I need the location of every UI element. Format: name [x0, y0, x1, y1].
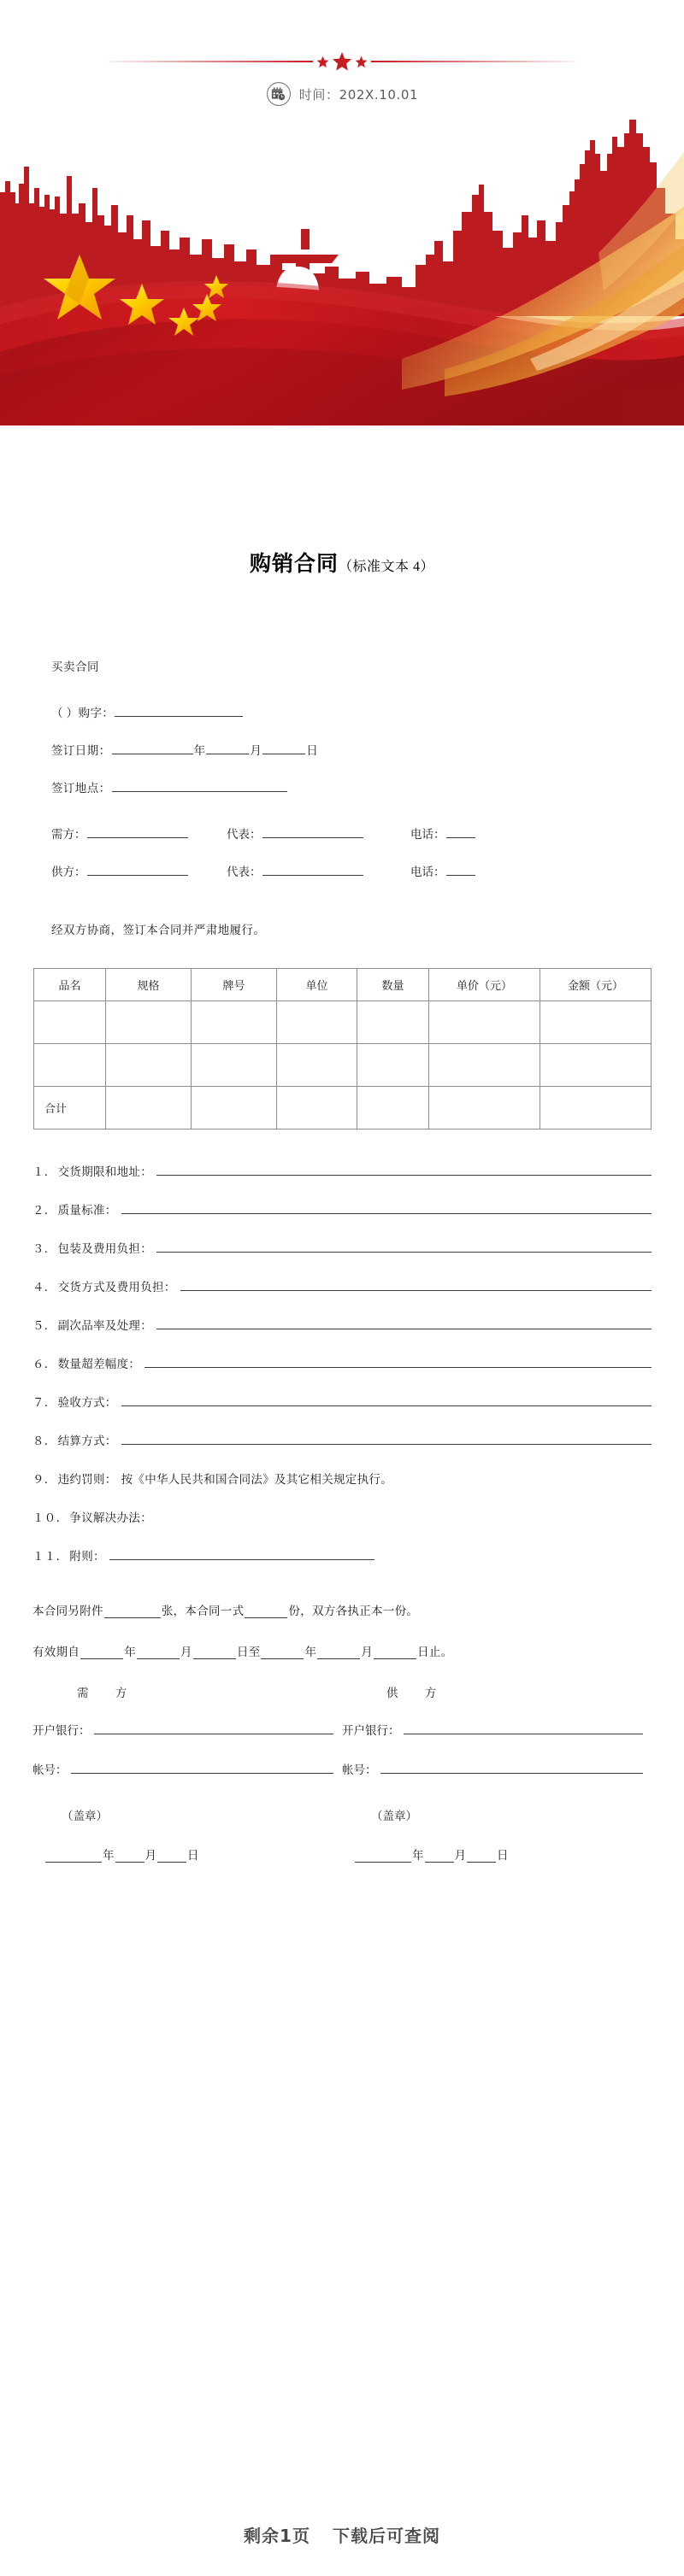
supplier-phone-input[interactable] [446, 863, 475, 876]
signature-parties-header [32, 1683, 652, 1700]
cell[interactable] [357, 1001, 429, 1044]
party-row-supplier [51, 862, 652, 879]
supplier-month-unit: 月 [454, 1849, 466, 1862]
demander-seal-label: （盖章） [62, 1810, 108, 1822]
clause-9-text: 按《中华人民共和国合同法》及其它相关规定执行。 [121, 1473, 393, 1486]
attachment-count-input[interactable] [104, 1605, 161, 1618]
sign-month-input[interactable] [206, 742, 249, 754]
divider-line-right [371, 61, 576, 62]
red-ribbon-city-skyline-banner [0, 103, 684, 436]
cell[interactable] [429, 1087, 540, 1130]
cell[interactable] [429, 1044, 540, 1087]
section-subtitle: 买卖合同 [51, 660, 99, 673]
clause-8-input[interactable] [121, 1433, 652, 1445]
table-row [34, 1001, 652, 1044]
supplier-day-unit: 日 [497, 1849, 509, 1862]
copies-text-1: 本合同另附件 [32, 1605, 103, 1617]
demander-day-unit: 日 [187, 1849, 199, 1862]
year-unit: 年 [193, 744, 206, 757]
clause-9 [32, 1470, 652, 1487]
clause-1-input[interactable] [156, 1164, 652, 1176]
clause-1-number: １． [32, 1165, 56, 1178]
clause-2-input[interactable] [121, 1202, 652, 1214]
supplier-year-unit: 年 [412, 1849, 424, 1862]
title-sub: （标准文本 4） [339, 560, 435, 574]
demander-rep-label: 代表： [227, 828, 262, 841]
supplier-rep-label: 代表： [227, 866, 262, 878]
clause-7 [32, 1393, 652, 1410]
demander-name-input[interactable] [87, 825, 188, 838]
contract-number-label: （ ）购字： [51, 707, 115, 719]
clause-8 [32, 1431, 652, 1448]
table-row [34, 1044, 652, 1087]
col-amount: 金额（元） [540, 969, 652, 1001]
page-footer [0, 2522, 684, 2547]
supplier-account-label: 帐号： [342, 1763, 377, 1776]
clause-9-label: 违约罚则： [57, 1473, 117, 1486]
cell[interactable] [106, 1087, 192, 1130]
cell[interactable] [277, 1044, 357, 1087]
divider-line-left [108, 61, 313, 62]
supplier-account-group [342, 1760, 652, 1777]
valid-from-year-input[interactable] [80, 1646, 123, 1659]
download-hint-text[interactable]: 下载后可查阅 [332, 2526, 440, 2546]
supplier-heading: 供 方 [386, 1687, 449, 1699]
sign-date-label: 签订日期： [51, 744, 111, 757]
clause-2-number: ２． [32, 1204, 56, 1217]
validity-text-1: 有效期自 [32, 1646, 80, 1658]
total-label: 合计 [34, 1087, 106, 1130]
col-spec: 规格 [106, 969, 192, 1001]
clause-list [32, 1162, 652, 1564]
cell[interactable] [277, 1087, 357, 1130]
clause-2 [32, 1200, 652, 1218]
valid-from-month-input[interactable] [137, 1646, 180, 1659]
supplier-sign-month-input[interactable] [425, 1850, 454, 1863]
validity-month-2: 月 [361, 1646, 374, 1658]
clause-5-label: 副次品率及处理： [57, 1319, 153, 1332]
validity-day-1: 日至 [236, 1646, 261, 1658]
cell[interactable] [106, 1044, 192, 1087]
header-banner [0, 0, 684, 436]
sign-place-label: 签订地点： [51, 782, 111, 795]
star-icon [355, 56, 368, 68]
demander-bank-input[interactable] [94, 1722, 334, 1734]
sign-day-input[interactable] [262, 742, 305, 754]
sign-date-row [51, 741, 652, 758]
clause-10 [32, 1508, 652, 1525]
clause-6-number: ６． [32, 1358, 56, 1370]
demander-sign-date [32, 1845, 342, 1863]
clause-11-label: 附则： [69, 1550, 105, 1563]
clause-7-number: ７． [32, 1396, 56, 1409]
clause-7-input[interactable] [121, 1394, 652, 1406]
document-body [0, 551, 684, 1863]
clause-10-number: １０． [32, 1511, 68, 1524]
supplier-bank-label: 开户银行： [342, 1724, 400, 1737]
clause-3-input[interactable] [156, 1241, 652, 1253]
day-unit: 日 [306, 744, 319, 757]
clause-8-label: 结算方式： [57, 1435, 117, 1447]
cell[interactable] [429, 1001, 540, 1044]
sign-year-input[interactable] [112, 742, 193, 754]
demander-heading: 需 方 [77, 1687, 139, 1699]
agreement-statement: 经双方协商，签订本合同并严肃地履行。 [51, 924, 266, 936]
validity-line [32, 1642, 652, 1659]
three-stars-divider [0, 44, 684, 79]
star-icon [332, 51, 352, 72]
sign-place-row [51, 778, 652, 795]
demander-bank-label: 开户银行： [32, 1724, 91, 1737]
table-header-row [34, 969, 652, 1001]
copies-count-input[interactable] [245, 1605, 287, 1618]
clause-3-label: 包装及费用负担： [57, 1242, 153, 1255]
demander-account-input[interactable] [71, 1762, 334, 1774]
clause-4-label: 交货方式及费用负担： [57, 1281, 176, 1294]
col-brand: 牌号 [192, 969, 277, 1001]
supplier-seal-label: （盖章） [371, 1810, 417, 1822]
clause-2-label: 质量标准： [57, 1204, 117, 1217]
col-unit: 单位 [277, 969, 357, 1001]
clause-6-label: 数量超差幅度： [57, 1358, 141, 1370]
month-unit: 月 [250, 744, 262, 757]
cell[interactable] [540, 1087, 652, 1130]
supplier-sign-date [342, 1845, 652, 1863]
clause-11-input[interactable] [109, 1548, 374, 1560]
title-main: 购销合同 [249, 551, 339, 576]
clause-11 [32, 1546, 652, 1564]
signature-date-row [32, 1845, 652, 1863]
clause-3-number: ３． [32, 1242, 56, 1255]
cell[interactable] [192, 1087, 277, 1130]
demander-account-label: 帐号： [32, 1763, 68, 1776]
supplier-phone-label: 电话： [410, 866, 445, 878]
banner-graphic [0, 103, 684, 436]
table-total-row [34, 1087, 652, 1130]
demander-phone-input[interactable] [446, 825, 475, 838]
contract-number-row [51, 703, 652, 720]
demander-rep-input[interactable] [262, 825, 363, 838]
party-row-demander [51, 824, 652, 842]
supplier-bank-input[interactable] [404, 1722, 644, 1734]
clause-5 [32, 1316, 652, 1333]
cell[interactable] [34, 1044, 106, 1087]
clause-8-number: ８． [32, 1435, 56, 1447]
validity-end: 日止。 [417, 1646, 453, 1658]
cell[interactable] [540, 1044, 652, 1087]
clause-11-number: １１． [32, 1550, 68, 1563]
demander-month-unit: 月 [144, 1849, 156, 1862]
clause-4-input[interactable] [180, 1279, 652, 1291]
cell[interactable] [540, 1001, 652, 1044]
valid-from-day-input[interactable] [193, 1646, 236, 1659]
col-unit-price: 单价（元） [429, 969, 540, 1001]
cell[interactable] [357, 1087, 429, 1130]
col-quantity: 数量 [357, 969, 429, 1001]
validity-year-2: 年 [304, 1646, 317, 1658]
seal-row [32, 1806, 652, 1823]
validity-month-1: 月 [180, 1646, 192, 1658]
clause-6 [32, 1354, 652, 1371]
demander-sign-month-input[interactable] [115, 1850, 144, 1863]
demander-phone-label: 电话： [410, 828, 445, 841]
star-group [313, 51, 371, 72]
clause-4-number: ４． [32, 1281, 56, 1294]
clause-7-label: 验收方式： [57, 1396, 117, 1409]
page-title [32, 551, 652, 577]
supplier-sign-day-input[interactable] [467, 1850, 496, 1863]
clause-4 [32, 1277, 652, 1294]
cell[interactable] [192, 1044, 277, 1087]
cell[interactable] [106, 1001, 192, 1044]
copies-text-3: 份，双方各执正本一份。 [288, 1605, 419, 1617]
cell[interactable] [192, 1001, 277, 1044]
demander-sign-day-input[interactable] [157, 1850, 186, 1863]
validity-year-1: 年 [124, 1646, 137, 1658]
date-text: 时间：202X.10.01 [298, 86, 419, 103]
contract-number-input[interactable] [115, 704, 243, 717]
supplier-label: 供方： [51, 866, 86, 878]
clause-1-label: 交货期限和地址： [57, 1165, 153, 1178]
remaining-pages-text: 剩余1页 [244, 2526, 310, 2546]
valid-to-month-input[interactable] [317, 1646, 360, 1659]
sign-place-input[interactable] [112, 779, 287, 792]
clause-9-number: ９． [32, 1473, 56, 1486]
demander-bank-group [32, 1721, 342, 1738]
copies-line [32, 1601, 652, 1618]
cell[interactable] [277, 1001, 357, 1044]
supplier-account-input[interactable] [380, 1762, 644, 1774]
contract-tail [32, 1601, 652, 1863]
star-icon [316, 56, 329, 68]
demander-label: 需方： [51, 828, 86, 841]
goods-table [33, 968, 652, 1130]
clause-3 [32, 1239, 652, 1256]
copies-text-2: 张，本合同一式 [161, 1605, 245, 1617]
clause-10-label: 争议解决办法： [69, 1511, 153, 1524]
account-row [32, 1760, 652, 1777]
bank-row [32, 1721, 652, 1738]
cell[interactable] [34, 1001, 106, 1044]
col-product-name: 品名 [34, 969, 106, 1001]
supplier-name-input[interactable] [87, 863, 188, 876]
valid-to-year-input[interactable] [261, 1646, 304, 1659]
clause-6-input[interactable] [144, 1356, 652, 1368]
clause-5-number: ５． [32, 1319, 56, 1332]
clause-5-input[interactable] [156, 1317, 652, 1329]
demander-sign-year-input[interactable] [45, 1850, 102, 1863]
clause-1 [32, 1162, 652, 1179]
valid-to-day-input[interactable] [374, 1646, 416, 1659]
supplier-bank-group [342, 1721, 652, 1738]
supplier-sign-year-input[interactable] [355, 1850, 411, 1863]
supplier-rep-input[interactable] [262, 863, 363, 876]
demander-year-unit: 年 [103, 1849, 115, 1862]
cell[interactable] [357, 1044, 429, 1087]
demander-account-group [32, 1760, 342, 1777]
